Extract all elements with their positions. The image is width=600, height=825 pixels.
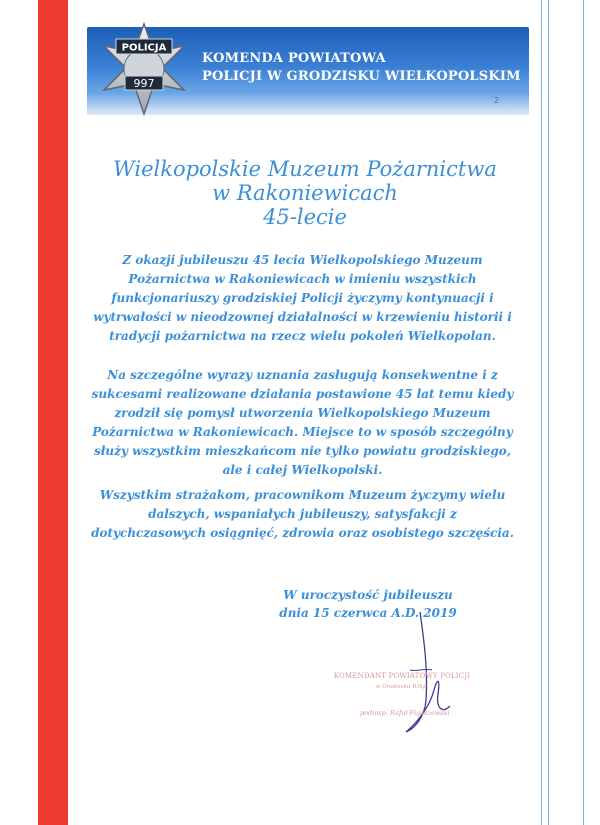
margin-line — [548, 0, 549, 825]
header-title — [202, 50, 521, 86]
red-margin-stripe — [38, 0, 68, 825]
closing-line1: W uroczystość jubileuszu — [283, 588, 453, 602]
badge-number: 997 — [133, 77, 155, 90]
title-line1: Wielkopolskie Muzeum Pożarnictwa — [113, 157, 497, 181]
closing-line2: dnia 15 czerwca A.D. 2019 — [279, 606, 457, 620]
paragraph-1: Z okazji jubileuszu 45 lecia Wielkopolskiego Muzeum Pożarnictwa w Rakoniewicach w imieniu wszystkich funkcjonariuszy grodziskiej Policji życzymy kontynuacji i wytrwałości w nieodzownej działalności w krzewieniu historii i tradycji pożarnictwa na rzecz wielu pokoleń Wielkopolan. — [93, 253, 512, 343]
title-line2: w Rakoniewicach — [212, 181, 398, 205]
stamp-name: podinsp. Rafał Figaszewski — [360, 709, 450, 717]
page-mark: 2 — [494, 96, 500, 105]
header-title-line1: KOMENDA POWIATOWA — [202, 51, 386, 66]
badge-top-label: POLICJA — [121, 42, 167, 54]
paragraph-3: Wszystkim strażakom, pracownikom Muzeum życzymy wielu dalszych, wspaniałych jubileuszy, satysfakcji z dotychczasowych osiągnięć, zdrowia oraz osobistego szczęścia. — [91, 488, 514, 540]
title-line3: 45-lecie — [263, 205, 347, 229]
header-title-line2: POLICJI W GRODZISKU WIELKOPOLSKIM — [202, 69, 521, 84]
paragraph-2: Na szczególne wyrazy uznania zasługują konsekwentne i z sukcesami realizowane działania postawione 45 lat temu kiedy zrodził się pomysł utworzenia Wielkopolskiego Muzeum Pożarnictwa w Rakoniewicach. Miejsce to w sposób szczególny służy wszystkim mieszkańcom nie tylko powiatu grodziskiego, ale i całej Wielkopolski. — [91, 368, 514, 477]
stamp-subtitle: w Grodzisku Wlkp. — [375, 684, 429, 690]
margin-line — [583, 0, 584, 825]
stamp-title: KOMENDANT POWIATOWY POLICJI — [333, 672, 471, 680]
margin-line — [541, 0, 542, 825]
police-star-badge-icon — [96, 22, 192, 118]
document-title — [75, 157, 535, 229]
